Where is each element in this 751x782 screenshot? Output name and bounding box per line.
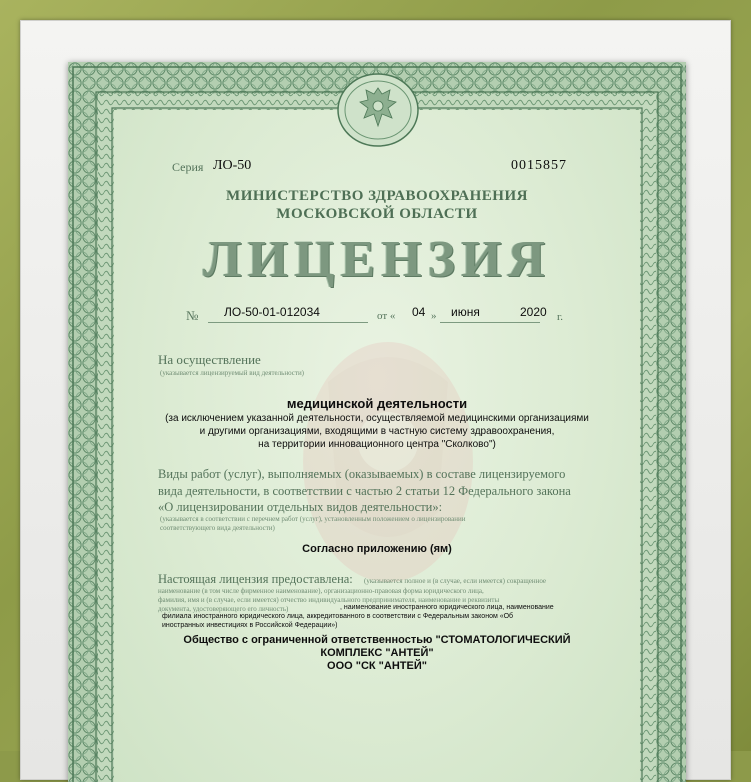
activity-label: На осуществление — [158, 352, 261, 367]
activity-note-line-1: (за исключением указанной деятельности, осуществляемой медицинскими организациями — [165, 413, 589, 424]
works-hint-line-1: (указывается в соответствии с перечнем работ (услуг), установленным положением о лицензировании — [160, 515, 466, 523]
ministry-line-2: МОСКОВСКОЙ ОБЛАСТИ — [276, 206, 478, 222]
document-title: ЛИЦЕНЗИЯ — [202, 231, 552, 288]
date-day: 04 — [412, 305, 426, 319]
year-suffix: г. — [557, 311, 564, 323]
works-value: Согласно приложению (ям) — [302, 543, 452, 555]
month-underline — [440, 322, 540, 323]
number-label: № — [186, 308, 199, 323]
series-label: Серия — [172, 160, 204, 174]
number-underline — [208, 322, 368, 323]
activity-value: медицинской деятельности — [286, 396, 468, 411]
license-certificate — [68, 62, 686, 782]
holder-name-line-1: Общество с ограниченной ответственностью "СТОМАТОЛОГИЧЕСКИЙ — [183, 634, 571, 646]
serial-number: 0015857 — [511, 158, 567, 173]
holder-name-line-3: ООО "СК "АНТЕЙ" — [327, 660, 427, 672]
date-close-quote: » — [431, 310, 437, 322]
holder-hint-first: (указывается полное и (в случае, если имеется) сокращенное — [364, 577, 547, 585]
activity-hint: (указывается лицензируемый вид деятельности) — [160, 369, 305, 377]
holder-hint-line-1: наименование (в том числе фирменное наименование), организационно-правовая форма юридического лица, — [158, 587, 484, 595]
date-month: июня — [451, 305, 480, 319]
holder-hint2-line-1: филиала иностранного юридического лица, аккредитованного в соответствии с Федеральным законом «Об — [162, 613, 514, 620]
holder-hint-tail: , наименование иностранного юридического лица, наименование — [340, 604, 554, 611]
works-line-3: «О лицензировании отдельных видов деятельности»: — [158, 500, 443, 514]
holder-hint2-line-2: иностранных инвестициях в Российской Федерации») — [162, 622, 338, 629]
state-emblem-icon — [336, 72, 420, 148]
works-line-1: Виды работ (услуг), выполняемых (оказываемых) в составе лицензируемого — [158, 467, 566, 481]
activity-note-line-2: и другими организациями, входящими в частную систему здравоохранения, — [199, 426, 555, 437]
license-number: ЛО-50-01-012034 — [224, 305, 320, 319]
series-value: ЛО-50 — [213, 158, 252, 173]
holder-name-line-2: КОМПЛЕКС "АНТЕЙ" — [320, 647, 434, 659]
works-line-2: вида деятельности, в соответствии с частью 2 статьи 12 Федерального закона — [158, 484, 571, 498]
date-year: 2020 — [520, 305, 547, 319]
works-hint-line-2: соответствующего вида деятельности) — [160, 524, 275, 532]
holder-hint-line-2: фамилия, имя и (в случае, если имеется) отчество индивидуального предпринимателя, наименование и реквизиты — [158, 596, 500, 604]
activity-note-line-3: на территории инновационного центра "Сколково") — [258, 439, 496, 450]
holder-hint-line-3: документа, удостоверяющего его личность) — [158, 605, 289, 613]
ministry-line-1: МИНИСТЕРСТВО ЗДРАВООХРАНЕНИЯ — [226, 188, 528, 204]
date-from-label: от « — [377, 310, 396, 322]
holder-label: Настоящая лицензия предоставлена: — [158, 572, 353, 586]
